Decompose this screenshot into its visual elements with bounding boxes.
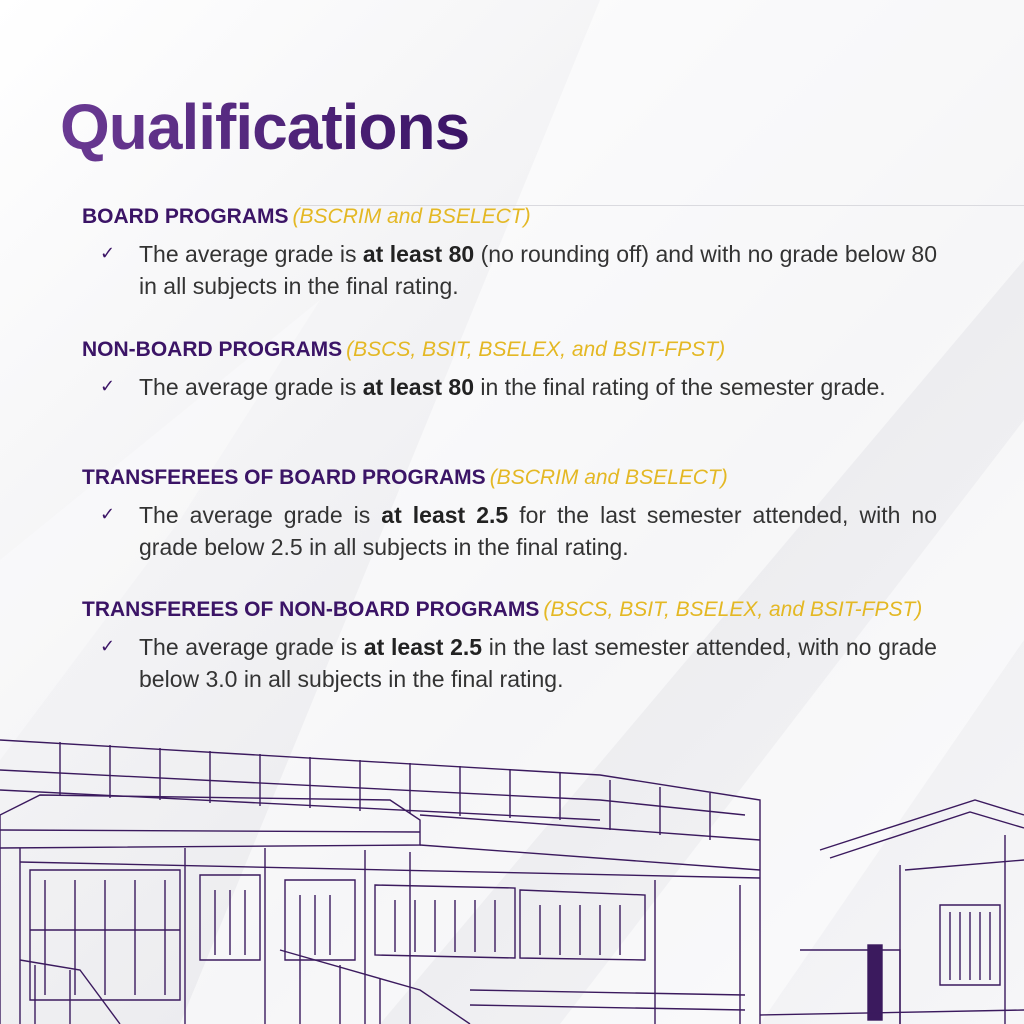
- checkmark-icon: ✓: [100, 636, 116, 656]
- list-item: [82, 238, 937, 302]
- requirement-text: The average grade is at least 80 (no rounding off) and with no grade below 80 in all subjects in the final rating.: [139, 241, 937, 299]
- section-heading: TRANSFEREES OF NON-BOARD PROGRAMS (BSCS, BSIT, BSELEX, and BSIT-FPST): [82, 598, 923, 621]
- section-heading: TRANSFEREES OF BOARD PROGRAMS (BSCRIM and BSELECT): [82, 466, 728, 489]
- page-title: Qualifications: [60, 91, 470, 163]
- checkmark-icon: ✓: [100, 376, 116, 396]
- section-heading: NON-BOARD PROGRAMS (BSCS, BSIT, BSELEX, and BSIT-FPST): [82, 338, 726, 361]
- requirement-text: The average grade is at least 80 in the final rating of the semester grade.: [139, 374, 886, 400]
- list-item: [82, 371, 937, 403]
- list-item: [82, 631, 937, 695]
- section-heading: BOARD PROGRAMS (BSCRIM and BSELECT): [82, 205, 531, 228]
- section-non-board-programs: [82, 337, 1002, 403]
- list-item: [82, 499, 937, 563]
- section-transferees-non-board: [82, 597, 1002, 695]
- section-transferees-board: [82, 465, 1002, 563]
- section-board-programs: [82, 204, 1002, 302]
- program-codes: (BSCS, BSIT, BSELEX, and BSIT-FPST): [346, 338, 726, 361]
- requirement-text: The average grade is at least 2.5 in the last semester attended, with no grade below 3.0 in all subjects in the final rating.: [139, 634, 937, 692]
- campus-building-illustration: [0, 720, 1024, 1024]
- program-codes: (BSCRIM and BSELECT): [489, 466, 728, 489]
- requirement-text: The average grade is at least 2.5 for the last semester attended, with no grade below 2.5 in all subjects in the final rating.: [139, 502, 937, 560]
- program-codes: (BSCRIM and BSELECT): [292, 205, 531, 228]
- checkmark-icon: ✓: [100, 243, 116, 263]
- checkmark-icon: ✓: [100, 504, 116, 524]
- program-codes: (BSCS, BSIT, BSELEX, and BSIT-FPST): [543, 598, 923, 621]
